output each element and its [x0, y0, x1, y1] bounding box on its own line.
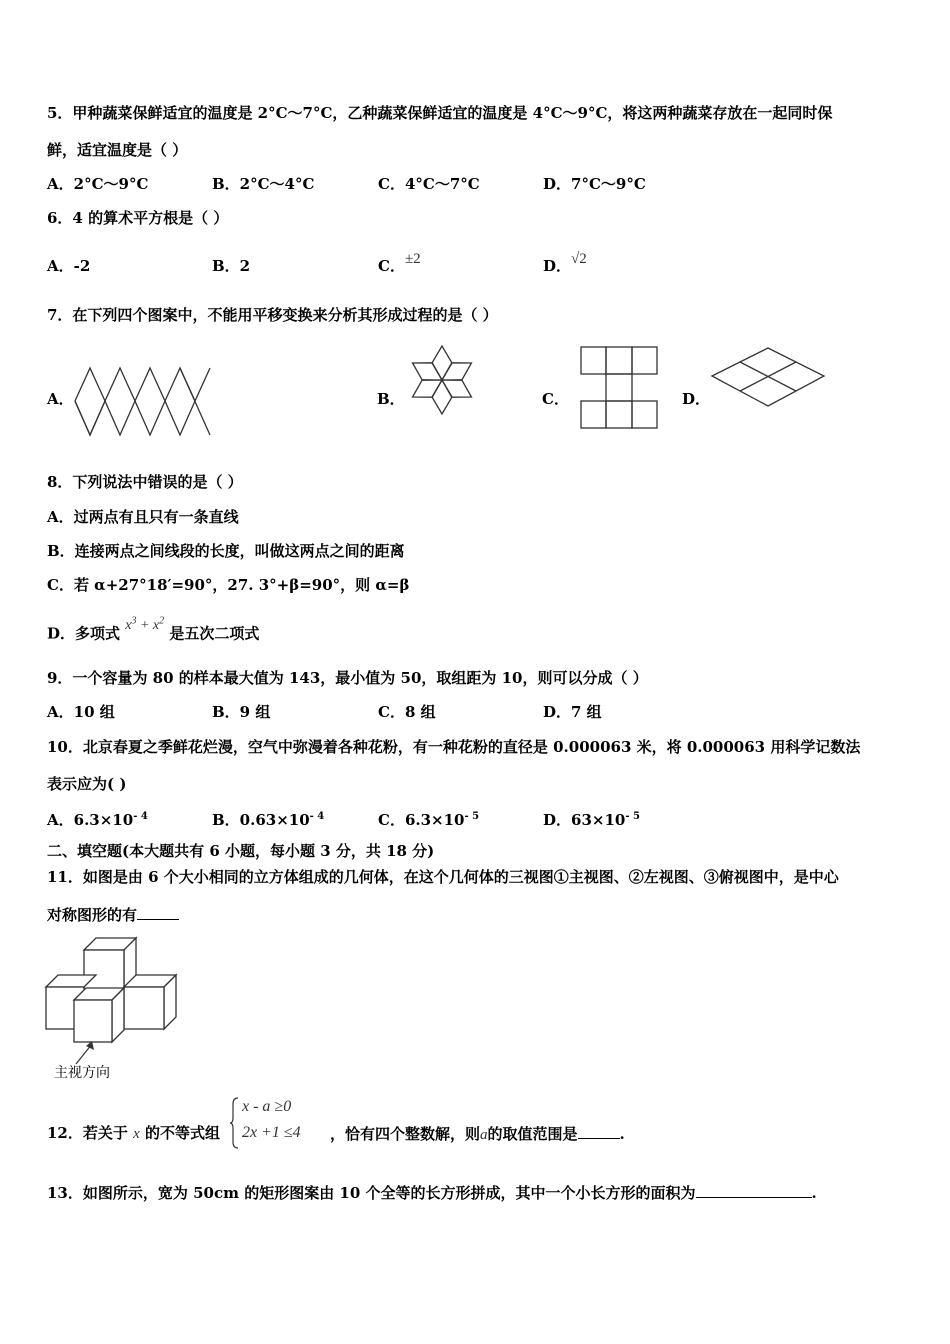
q10-option-c-exp: - 5: [464, 811, 480, 822]
q10-line2: 表示应为( ): [47, 775, 127, 793]
q9-option-d: D．7 组: [543, 703, 602, 721]
q8-option-a: A．过两点有且只有一条直线: [47, 508, 239, 526]
q9-option-c: C．8 组: [378, 703, 436, 721]
square: [632, 347, 657, 374]
q6-option-d: [543, 251, 587, 276]
q10-option-b-base: B．0.63×10: [212, 811, 310, 829]
edge: [195, 368, 210, 401]
q12-inequality-system: [230, 1096, 320, 1150]
q10-option-c: [378, 808, 479, 829]
q10-option-a-exp: - 4: [133, 811, 148, 822]
q13-line: [47, 1183, 817, 1202]
square: [632, 401, 657, 428]
q7-label-c: C．: [542, 390, 569, 408]
q12-ineq1: x - a ≥0: [242, 1098, 292, 1115]
q9-stem: 9．一个容量为 80 的样本最大值为 143，最小值为 50，取组距为 10，则可以分成（ ）: [47, 669, 648, 687]
cube-face: [74, 1000, 112, 1042]
q11-cube-figure: [44, 934, 180, 1046]
q10-option-c-base: C．6.3×10: [378, 811, 465, 829]
q10-option-a: [47, 808, 148, 829]
q10-option-d-exp: - 5: [625, 811, 640, 822]
q11-fig-caption: 主视方向: [54, 1065, 110, 1081]
q8-option-d-prefix: D．多项式: [47, 624, 121, 643]
q8-stem: 8．下列说法中错误的是（ ）: [47, 473, 243, 491]
rhombus: [165, 368, 195, 435]
q8-option-d: [47, 615, 260, 645]
var-x: x: [125, 617, 132, 633]
q5-option-a: A．2°C～9°C: [47, 175, 149, 193]
q9-option-a: A．10 组: [47, 703, 115, 721]
arrow-head: [86, 1041, 94, 1050]
q6-option-d-label: D．: [543, 257, 572, 275]
q12-var-x: x: [133, 1126, 140, 1142]
q5-line1: 5．甲种蔬菜保鲜适宜的温度是 2°C～7°C，乙种蔬菜保鲜适宜的温度是 4°C～9°C，将这两种蔬菜存放在一起同时保: [47, 104, 833, 122]
rhombus: [437, 354, 476, 388]
square: [581, 347, 606, 374]
edge: [75, 401, 105, 435]
q13-text: 13．如图所示，宽为 50cm 的矩形图案由 10 个全等的长方形拼成，其中一个小长方形的面积为: [47, 1184, 696, 1202]
q6-option-a: A．-2: [47, 257, 91, 275]
square: [581, 401, 606, 428]
square: [606, 374, 632, 401]
square: [606, 347, 632, 374]
q6-option-c-label: C．: [378, 257, 405, 275]
answer-blank[interactable]: [696, 1183, 812, 1198]
rhombus: [75, 368, 105, 435]
answer-blank[interactable]: [578, 1124, 620, 1139]
q7-label-b: B．: [377, 390, 405, 408]
q12-line: [47, 1124, 220, 1143]
q10-option-d: [543, 808, 640, 829]
q12-tail: [330, 1124, 625, 1144]
q11-line1: 11．如图是由 6 个大小相同的立方体组成的几何体，在这个几何体的三视图①主视图、②左视图、③俯视图中，是中心: [47, 868, 839, 886]
q12-prefix: 12．若关于: [47, 1124, 128, 1142]
q12-end: .: [619, 1125, 625, 1143]
q10-option-a-base: A．6.3×10: [47, 811, 134, 829]
q7-figure-a: [72, 366, 214, 438]
cube-face: [124, 987, 164, 1029]
rhombus: [105, 368, 135, 435]
rhombus: [408, 354, 447, 388]
q6-option-c: [378, 251, 421, 276]
q7-label-a: A．: [47, 390, 74, 408]
brace-icon: [230, 1096, 240, 1150]
rhombus: [432, 346, 452, 380]
rhombus: [437, 371, 476, 405]
q8-option-c: C．若 α+27°18′=90°，27. 3°+β=90°，则 α=β: [47, 576, 410, 594]
q5-option-c: C．4°C～7°C: [378, 175, 480, 193]
q5-option-d: D．7°C～9°C: [543, 175, 646, 193]
q11-line2-text: 对称图形的有: [47, 906, 138, 924]
q10-option-b-exp: - 4: [309, 811, 325, 822]
q12-suffix1: ，恰有四个整数解，则: [330, 1125, 481, 1143]
q6-option-c-math: ±2: [404, 251, 421, 267]
square: [606, 401, 632, 428]
q8-option-d-suffix: 是五次二项式: [169, 624, 260, 643]
q6-stem: 6．4 的算术平方根是（ ）: [47, 209, 229, 227]
q7-figure-c: [580, 346, 660, 430]
q5-line2: 鲜，适宜温度是（ ）: [47, 141, 188, 159]
q10-option-b: [212, 808, 324, 829]
q11-line2: [47, 905, 179, 924]
q7-figure-b: [402, 336, 482, 440]
q6-option-b: B．2: [212, 257, 251, 275]
answer-blank[interactable]: [137, 905, 179, 920]
q8-option-b: B．连接两点之间线段的长度，叫做这两点之间的距离: [47, 542, 405, 560]
q12-mid: 的不等式组: [145, 1124, 221, 1142]
q12-suffix2: 的取值范围是: [487, 1125, 578, 1143]
q12-var-a: a: [480, 1127, 488, 1143]
section-heading: 二、填空题(本大题共有 6 小题，每小题 3 分，共 18 分): [47, 842, 435, 860]
q7-label-d: D．: [682, 390, 711, 408]
cube-face: [84, 950, 124, 992]
var-x: x: [152, 617, 160, 633]
q13-end: .: [811, 1184, 817, 1202]
q9-option-b: B．9 组: [212, 703, 271, 721]
q8-option-d-math: $x^3 + x^2$: [125, 615, 165, 633]
q10-line1: 10．北京春夏之季鲜花烂漫，空气中弥漫着各种花粉，有一种花粉的直径是 0.000063 米，将 0.000063 用科学记数法: [47, 738, 861, 756]
q10-option-d-base: D．63×10: [543, 811, 626, 829]
q12-ineq2: 2x +1 ≤4: [242, 1124, 301, 1141]
q5-option-b: B．2°C～4°C: [212, 175, 315, 193]
q7-figure-d: [710, 346, 828, 410]
rhombus: [432, 380, 452, 414]
q6-option-d-math: √2: [571, 251, 587, 267]
rhombus: [135, 368, 165, 435]
rhombus: [408, 371, 447, 405]
q7-stem: 7．在下列四个图案中，不能用平移变换来分析其形成过程的是（ ）: [47, 306, 498, 324]
